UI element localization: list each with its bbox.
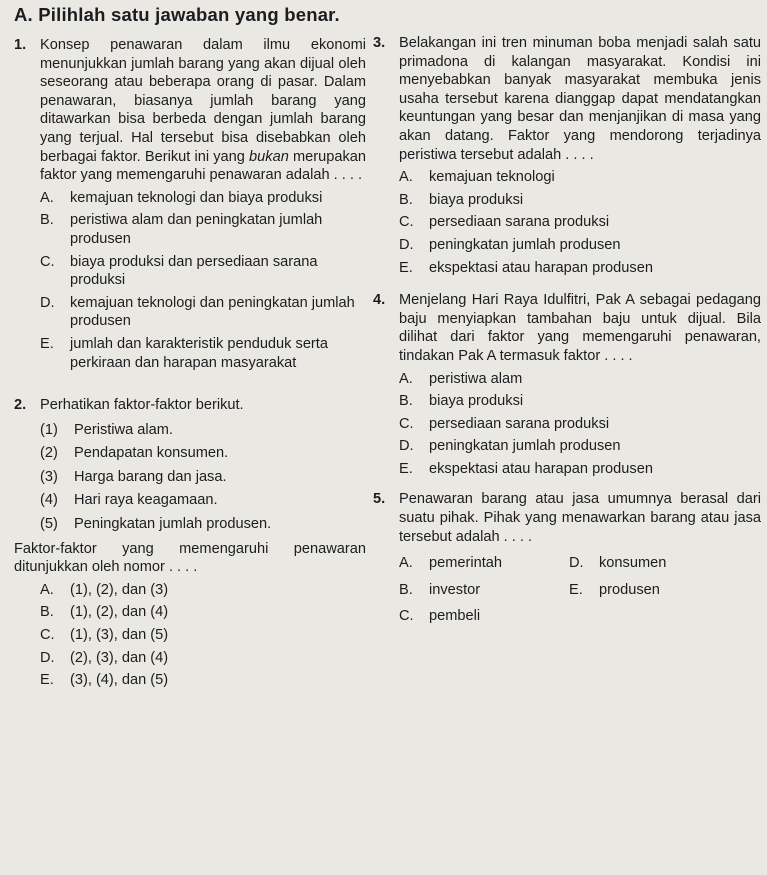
question-text-continued: Faktor-faktor yang memengaruhi penawaran ditunjukkan oleh nomor . . . . xyxy=(14,540,366,576)
option-text: (3), (4), dan (5) xyxy=(70,672,169,689)
option-d[interactable] xyxy=(399,437,761,456)
option-letter: A. xyxy=(399,555,413,572)
factor-text: Hari raya keagamaan. xyxy=(74,492,218,509)
option-text: biaya produksi xyxy=(429,191,524,208)
option-text: ekspektasi atau harapan produsen xyxy=(429,259,653,276)
option-b[interactable] xyxy=(40,603,366,622)
factor-text: Pendapatan konsumen. xyxy=(74,445,229,462)
option-text: kemajuan teknologi xyxy=(429,169,555,186)
option-e[interactable] xyxy=(569,581,719,600)
factor-number: (4) xyxy=(40,492,58,509)
question-text: Menjelang Hari Raya Idulfitri, Pak A sebagai pedagang baju menyiapkan tambahan baju untuk dijual. Bila dilihat dari faktor yang memengaruhi penawaran, tindakan Pak A termasuk faktor . . . . xyxy=(399,292,761,364)
option-letter: C. xyxy=(399,415,414,432)
option-letter: B. xyxy=(399,191,413,208)
option-c[interactable] xyxy=(399,607,569,626)
question-text-part1: Konsep penawaran dalam ilmu ekonomi menunjukkan jumlah barang yang akan dijual oleh seseorang atau beberapa orang di pasar. Dalam penawaran, biasanya jumlah barang yang ditawarkan bisa berbeda dengan jumlah barang yang terjual. Hal tersebut bisa disebabkan oleh berbagai faktor. Berikut ini yang xyxy=(40,37,366,165)
question-text xyxy=(40,36,366,185)
option-text: jumlah dan karakteristik penduduk serta perkiraan dan harapan masyarakat xyxy=(70,335,328,371)
factor-item-5 xyxy=(40,515,366,534)
option-letter: C. xyxy=(399,214,414,231)
option-d[interactable] xyxy=(40,294,366,331)
question-number: 2. xyxy=(14,397,27,414)
option-text: pemerintah xyxy=(429,555,503,572)
option-text: peristiwa alam xyxy=(429,370,523,387)
factor-number: (3) xyxy=(40,468,58,485)
option-e[interactable] xyxy=(399,460,761,479)
option-a[interactable] xyxy=(399,370,761,389)
option-letter: D. xyxy=(569,555,584,572)
options-list xyxy=(40,581,366,690)
option-letter: B. xyxy=(40,212,54,229)
option-letter: D. xyxy=(40,649,55,666)
question-text-part2: merupakan faktor yang memengaruhi penawaran adalah . . . . xyxy=(40,148,366,184)
question-2 xyxy=(14,396,366,690)
option-b[interactable] xyxy=(399,581,569,600)
factor-number: (1) xyxy=(40,421,58,438)
question-5 xyxy=(373,490,761,626)
option-text: biaya produksi dan persediaan sarana produksi xyxy=(70,253,318,289)
factor-text: Peristiwa alam. xyxy=(74,421,173,438)
factor-list xyxy=(40,421,366,534)
question-number: 1. xyxy=(14,37,27,53)
question-1 xyxy=(14,36,366,372)
option-a[interactable] xyxy=(399,554,569,573)
option-text: kemajuan teknologi dan biaya produksi xyxy=(70,189,323,206)
options-list xyxy=(399,168,761,277)
option-letter: E. xyxy=(40,672,54,689)
option-c[interactable] xyxy=(40,626,366,645)
section-title: A. Pilihlah satu jawaban yang benar. xyxy=(14,4,340,25)
option-d[interactable] xyxy=(40,649,366,668)
option-letter: C. xyxy=(40,253,55,270)
option-letter: A. xyxy=(399,169,413,186)
question-number: 4. xyxy=(373,292,386,309)
options-grid xyxy=(399,554,761,626)
option-text: peningkatan jumlah produsen xyxy=(429,236,621,253)
option-a[interactable] xyxy=(399,168,761,187)
factor-number: (2) xyxy=(40,445,58,462)
option-text: (1), (2), dan (4) xyxy=(70,604,169,621)
option-letter: A. xyxy=(40,189,54,206)
option-letter: D. xyxy=(399,438,414,455)
question-text: Belakangan ini tren minuman boba menjadi salah satu primadona di kalangan masyarakat. Kondisi ini menyebabkan banyak masyarakat membuka jenis usaha tersebut karena dianggap dapat mendatangkan keuntungan yang besar dan menjanjikan di masa yang akan datang. Faktor yang mendorong terjadinya peristiwa tersebut adalah . . . . xyxy=(399,35,761,163)
factor-text: Peningkatan jumlah produsen. xyxy=(74,516,272,533)
option-text: ekspektasi atau harapan produsen xyxy=(429,460,653,477)
option-letter: D. xyxy=(399,236,414,253)
right-column xyxy=(373,34,761,626)
factor-item-2 xyxy=(40,444,366,463)
question-number: 3. xyxy=(373,35,386,51)
option-letter: E. xyxy=(399,259,413,276)
option-e[interactable] xyxy=(399,259,761,278)
option-text: peningkatan jumlah produsen xyxy=(429,438,621,455)
option-letter: C. xyxy=(40,627,55,644)
option-letter: B. xyxy=(399,393,413,410)
option-text: (1), (2), dan (3) xyxy=(70,581,169,598)
option-letter: A. xyxy=(399,370,413,387)
option-text: konsumen xyxy=(599,555,667,572)
option-text: persediaan sarana produksi xyxy=(429,415,610,432)
option-letter: B. xyxy=(40,604,54,621)
option-letter: B. xyxy=(399,581,413,598)
factor-item-1 xyxy=(40,421,366,440)
option-e[interactable] xyxy=(40,671,366,690)
question-3 xyxy=(373,34,761,277)
option-text: biaya produksi xyxy=(429,393,524,410)
question-text-emphasis: bukan xyxy=(249,148,289,165)
option-text: (1), (3), dan (5) xyxy=(70,627,169,644)
option-letter: E. xyxy=(40,335,54,352)
option-text: persediaan sarana produksi xyxy=(429,214,610,231)
option-text: kemajuan teknologi dan peningkatan jumlah produsen xyxy=(70,294,355,330)
option-letter: E. xyxy=(399,460,413,477)
option-b[interactable] xyxy=(40,211,366,248)
left-column xyxy=(14,36,366,690)
option-letter: C. xyxy=(399,608,414,625)
option-b[interactable] xyxy=(399,191,761,210)
factor-item-4 xyxy=(40,491,366,510)
option-e[interactable] xyxy=(40,335,366,372)
question-number: 5. xyxy=(373,491,386,508)
option-text: produsen xyxy=(599,581,660,598)
option-d[interactable] xyxy=(399,236,761,255)
option-a[interactable] xyxy=(40,581,366,600)
question-text: Penawaran barang atau jasa umumnya berasal dari suatu pihak. Pihak yang menawarkan barang atau jasa tersebut adalah . . . . xyxy=(399,491,761,545)
factor-item-3 xyxy=(40,468,366,487)
question-text: Perhatikan faktor-faktor berikut. xyxy=(40,397,244,414)
option-letter: D. xyxy=(40,294,55,311)
option-c[interactable] xyxy=(399,415,761,434)
options-list xyxy=(399,370,761,479)
options-list xyxy=(40,189,366,372)
option-letter: A. xyxy=(40,581,54,598)
option-text: peristiwa alam dan peningkatan jumlah produsen xyxy=(70,212,323,247)
option-c[interactable] xyxy=(399,213,761,232)
question-4 xyxy=(373,291,761,478)
option-text: (2), (3), dan (4) xyxy=(70,649,169,666)
option-b[interactable] xyxy=(399,392,761,411)
factor-number: (5) xyxy=(40,516,58,533)
option-text: investor xyxy=(429,581,481,598)
factor-text: Harga barang dan jasa. xyxy=(74,468,227,485)
option-letter: E. xyxy=(569,581,583,598)
option-c[interactable] xyxy=(40,253,366,290)
option-d[interactable] xyxy=(569,554,719,573)
option-a[interactable] xyxy=(40,189,366,208)
option-text: pembeli xyxy=(429,608,481,625)
